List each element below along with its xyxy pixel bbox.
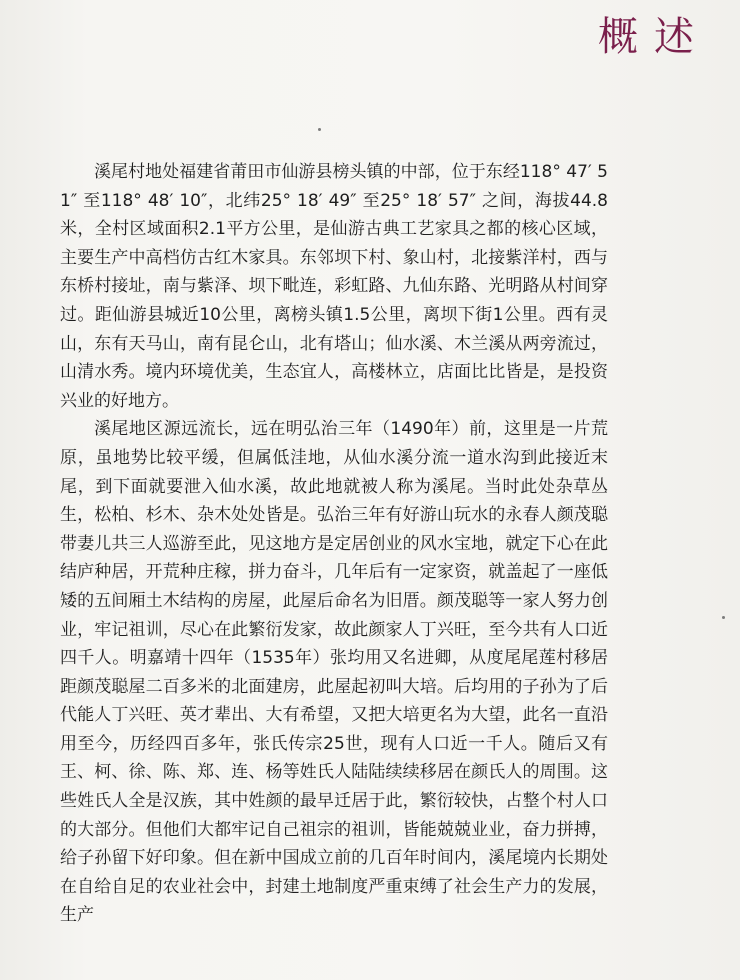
body-text xyxy=(60,158,608,930)
paragraph-history: 溪尾地区源远流长，远在明弘治三年（1490年）前，这里是一片荒原，虽地势比较平缓，但属低洼地，从仙水溪分流一道水沟到此接近末尾，到下面就要泄入仙水溪，故此地就被人称为溪尾。当时此处杂草丛生，松柏、杉木、杂木处处皆是。弘治三年有好游山玩水的永春人颜茂聪带妻儿共三人巡游至此，见这地方是定居创业的风水宝地，就定下心在此结庐种居，开荒种庄稼，拼力奋斗，几年后有一定家资，就盖起了一座低矮的五间厢土木结构的房屋，此屋后命名为旧厝。颜茂聪等一家人努力创业，牢记祖训，尽心在此繁衍发家，故此颜家人丁兴旺，至今共有人口近四千人。明嘉靖十四年（1535年）张均用又名进卿，从度尾尾莲村移居距颜茂聪屋二百多米的北面建房，此屋起初叫大培。后均用的子孙为了后代能人丁兴旺、英才辈出、大有希望，又把大培更名为大望，此名一直沿用至今，历经四百多年，张氏传宗25世，现有人口近一千人。随后又有王、柯、徐、陈、郑、连、杨等姓氏人陆陆续续移居在颜氏人的周围。这些姓氏人全是汉族，其中姓颜的最早迁居于此，繁衍较快，占整个村人口的大部分。但他们大都牢记自己祖宗的祖训，皆能兢兢业业，奋力拼搏，给子孙留下好印象。但在新中国成立前的几百年时间内，溪尾境内长期处在自给自足的农业社会中，封建土地制度严重束缚了社会生产力的发展，生产 xyxy=(60,419,608,926)
page-title: 概述 xyxy=(598,14,710,60)
scan-speck xyxy=(318,128,321,131)
paragraph-location: 溪尾村地处福建省莆田市仙游县榜头镇的中部，位于东经118° 47′ 51″ 至118° 48′ 10″，北纬25° 18′ 49″ 至25° 18′ 57″ 之间，海拔44.8米，全村区域面积2.1平方公里，是仙游古典工艺家具之都的核心区域，主要生产中高档仿古红木家具。东邻坝下村、象山村，北接紫洋村，西与东桥村接址，南与紫泽、坝下毗连，彩虹路、九仙东路、光明路从村间穿过。距仙游县城近10公里，离榜头镇1.5公里，离坝下街1公里。西有灵山，东有天马山，南有昆仑山，北有塔山；仙水溪、木兰溪从两旁流过，山清水秀。境内环境优美，生态宜人，高楼林立，店面比比皆是，是投资兴业的好地方。 xyxy=(60,162,608,411)
scan-speck xyxy=(722,616,725,619)
